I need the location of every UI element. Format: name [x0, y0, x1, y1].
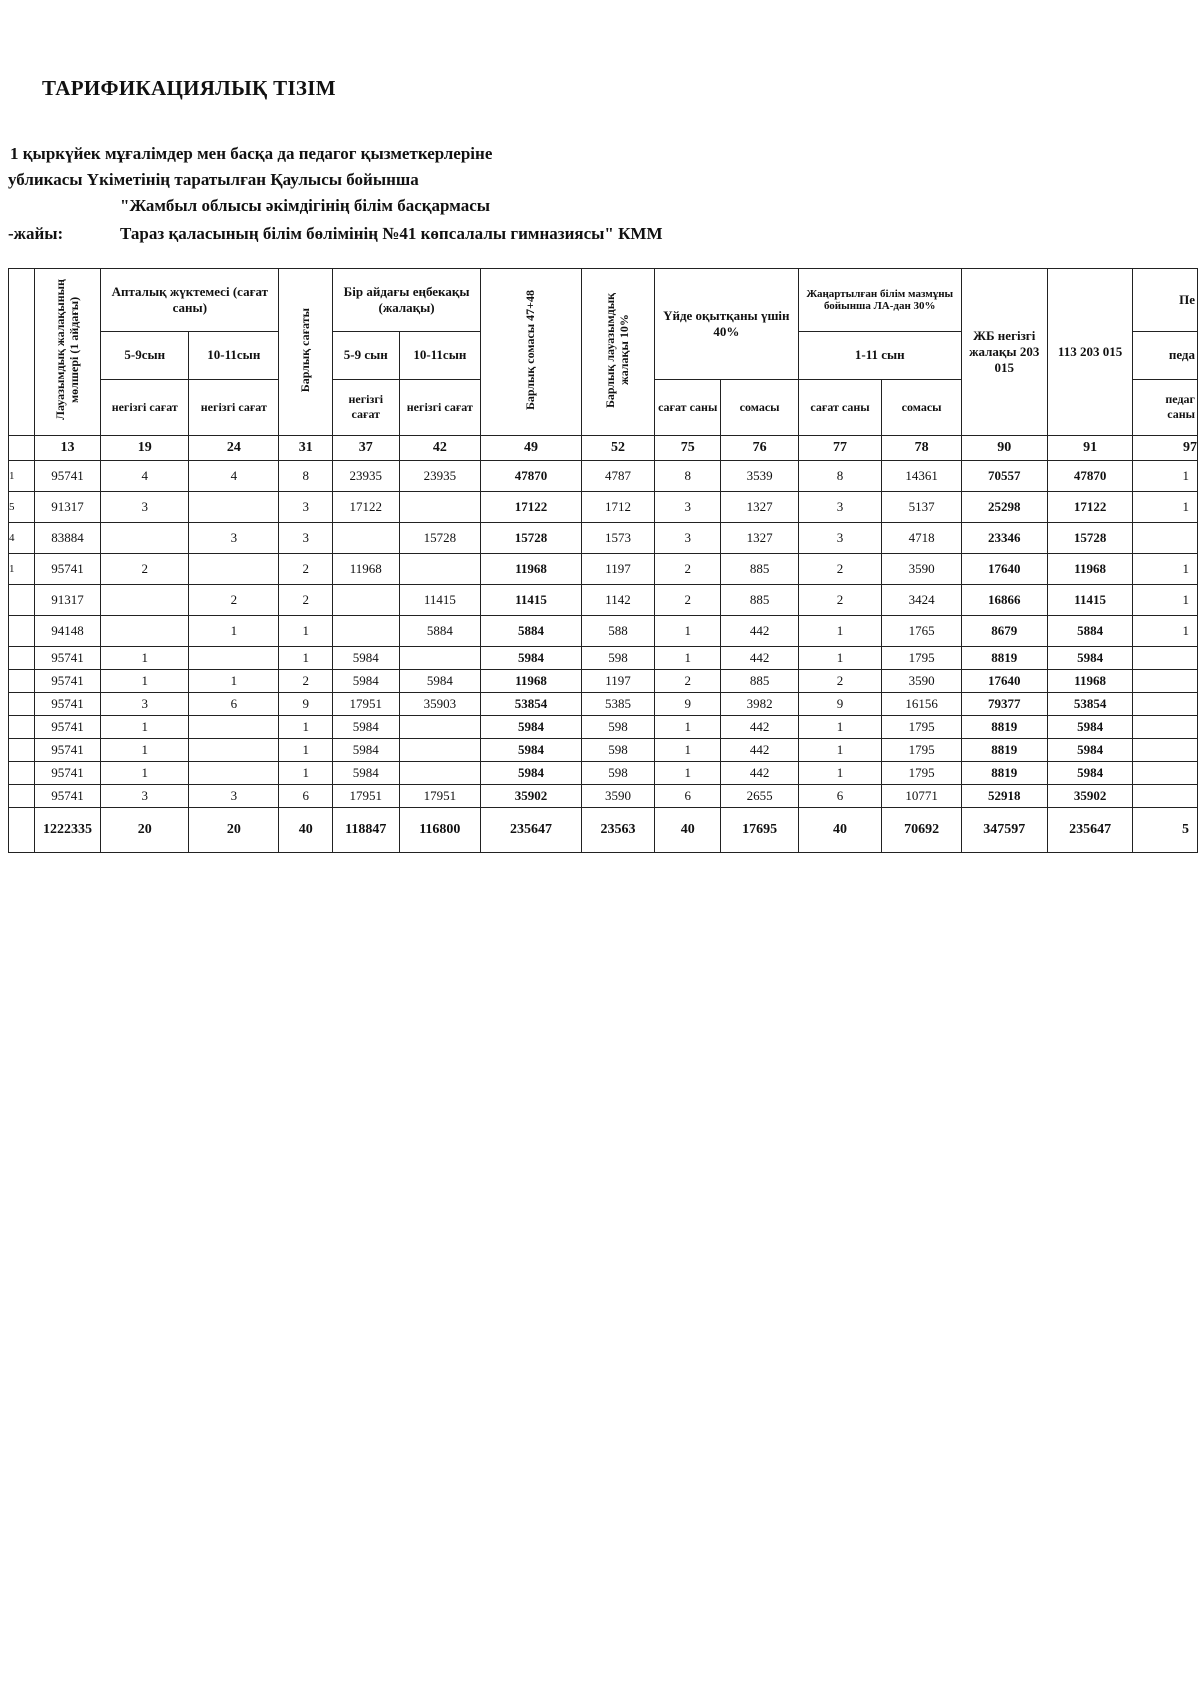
table-cell-24: 1	[189, 616, 279, 647]
table-cell-19	[101, 523, 189, 554]
table-cell-13: 91317	[34, 585, 101, 616]
base-hour-header-1: негізгі сағат	[101, 379, 189, 435]
table-cell-0	[9, 785, 35, 808]
table-cell-37: 5984	[333, 762, 400, 785]
table-cell-0	[9, 616, 35, 647]
table-row	[9, 670, 1198, 693]
table-cell-90: 8819	[961, 739, 1047, 762]
table-cell-75: 9	[654, 693, 721, 716]
table-cell-42: 17951	[399, 785, 481, 808]
table-cell-78: 4718	[882, 523, 961, 554]
ped-sub2-header: педаг саны	[1133, 379, 1198, 435]
column-number: 42	[399, 436, 481, 461]
table-cell-49: 5984	[481, 647, 582, 670]
table-cell-76: 442	[721, 616, 798, 647]
table-cell-91: 11415	[1047, 585, 1133, 616]
table-cell-78: 1795	[882, 762, 961, 785]
table-cell-77: 2	[798, 670, 882, 693]
table-cell-19: 2	[101, 554, 189, 585]
table-cell-77: 1	[798, 616, 882, 647]
table-cell-13: 95741	[34, 461, 101, 492]
table-cell-97	[1133, 716, 1198, 739]
table-cell-78: 1795	[882, 647, 961, 670]
address-label: -жайы:	[8, 224, 64, 243]
table-cell-42	[399, 647, 481, 670]
grade-5-9-header: 5-9сын	[101, 331, 189, 379]
total-hours-header: Барлық сағаты	[279, 269, 333, 436]
table-cell-13: 95741	[34, 693, 101, 716]
document-title: ТАРИФИКАЦИЯЛЫҚ ТІЗІМ	[42, 76, 336, 100]
grade-10-11-header: 10-11сын	[189, 331, 279, 379]
table-cell-0: 4	[9, 523, 35, 554]
table-cell-97: 1	[1133, 554, 1198, 585]
ped-sub-header: педа	[1133, 331, 1198, 379]
table-cell-49: 35902	[481, 785, 582, 808]
table-cell-52: 4787	[581, 461, 654, 492]
table-cell-52: 1197	[581, 554, 654, 585]
table-cell-31: 3	[279, 492, 333, 523]
total-cell: 347597	[961, 808, 1047, 853]
table-cell-52: 1573	[581, 523, 654, 554]
table-cell-31: 2	[279, 554, 333, 585]
table-cell-77: 1	[798, 739, 882, 762]
table-cell-19: 1	[101, 739, 189, 762]
table-cell-52: 1142	[581, 585, 654, 616]
table-cell-76: 1327	[721, 523, 798, 554]
table-cell-78: 5137	[882, 492, 961, 523]
table-cell-37: 17122	[333, 492, 400, 523]
table-cell-91: 11968	[1047, 670, 1133, 693]
updated-content-header: Жаңартылған білім мазмұны бойынша ЛА-дан 30%	[798, 269, 961, 332]
table-cell-97	[1133, 647, 1198, 670]
table-cell-91: 5984	[1047, 739, 1133, 762]
column-number-row	[9, 436, 1198, 461]
jb-base-header: ЖБ негізгі жалақы 203 015	[961, 269, 1047, 436]
table-cell-91: 5884	[1047, 616, 1133, 647]
table-row	[9, 739, 1198, 762]
table-cell-75: 6	[654, 785, 721, 808]
hours-count-header-2: сағат саны	[798, 379, 882, 435]
home-teaching-header: Үйде оқытқаны үшін 40%	[654, 269, 798, 380]
column-number: 91	[1047, 436, 1133, 461]
table-cell-90: 25298	[961, 492, 1047, 523]
table-cell-90: 17640	[961, 554, 1047, 585]
table-cell-78: 3590	[882, 670, 961, 693]
table-cell-0	[9, 693, 35, 716]
table-cell-78: 1795	[882, 716, 961, 739]
table-cell-24: 3	[189, 785, 279, 808]
table-row	[9, 461, 1198, 492]
column-number: 77	[798, 436, 882, 461]
table-cell-31: 1	[279, 739, 333, 762]
table-cell-77: 3	[798, 523, 882, 554]
table-cell-97	[1133, 762, 1198, 785]
table-row	[9, 716, 1198, 739]
total-cell	[9, 808, 35, 853]
table-cell-97: 1	[1133, 585, 1198, 616]
table-row	[9, 492, 1198, 523]
table-cell-75: 1	[654, 739, 721, 762]
table-cell-19: 3	[101, 693, 189, 716]
table-cell-13: 95741	[34, 647, 101, 670]
table-cell-52: 598	[581, 762, 654, 785]
table-cell-90: 17640	[961, 670, 1047, 693]
table-cell-52: 598	[581, 739, 654, 762]
column-number: 52	[581, 436, 654, 461]
table-cell-91: 5984	[1047, 762, 1133, 785]
table-cell-97: 1	[1133, 616, 1198, 647]
table-row	[9, 647, 1198, 670]
table-cell-19	[101, 616, 189, 647]
table-cell-52: 588	[581, 616, 654, 647]
total-cell: 235647	[481, 808, 582, 853]
total-cell: 40	[798, 808, 882, 853]
table-cell-77: 1	[798, 716, 882, 739]
table-cell-76: 885	[721, 554, 798, 585]
table-cell-13: 95741	[34, 554, 101, 585]
table-cell-24	[189, 762, 279, 785]
hours-count-header-1: сағат саны	[654, 379, 721, 435]
table-cell-49: 5984	[481, 762, 582, 785]
table-cell-19: 1	[101, 716, 189, 739]
grade-1-11-header: 1-11 сын	[798, 331, 961, 379]
table-cell-97	[1133, 523, 1198, 554]
table-cell-31: 1	[279, 716, 333, 739]
table-cell-78: 16156	[882, 693, 961, 716]
table-cell-75: 1	[654, 716, 721, 739]
table-cell-78: 3590	[882, 554, 961, 585]
table-cell-90: 8819	[961, 762, 1047, 785]
table-cell-37: 11968	[333, 554, 400, 585]
total-cell: 40	[654, 808, 721, 853]
table-cell-37: 5984	[333, 716, 400, 739]
total-cell: 20	[189, 808, 279, 853]
table-cell-49: 11415	[481, 585, 582, 616]
table-cell-24	[189, 716, 279, 739]
column-number: 37	[333, 436, 400, 461]
table-cell-75: 8	[654, 461, 721, 492]
table-row	[9, 554, 1198, 585]
column-number: 78	[882, 436, 961, 461]
total-cell: 20	[101, 808, 189, 853]
address-value: Тараз қаласының білім бөлімінің №41 көпсалалы гимназиясы" КММ	[120, 224, 663, 243]
table-cell-42	[399, 762, 481, 785]
total-cell: 40	[279, 808, 333, 853]
table-cell-90: 52918	[961, 785, 1047, 808]
table-cell-19: 1	[101, 762, 189, 785]
table-cell-90: 16866	[961, 585, 1047, 616]
column-number: 49	[481, 436, 582, 461]
table-cell-91: 35902	[1047, 785, 1133, 808]
table-cell-37: 5984	[333, 647, 400, 670]
table-cell-52: 598	[581, 716, 654, 739]
table-cell-49: 11968	[481, 670, 582, 693]
base-hour-header-2: негізгі сағат	[189, 379, 279, 435]
table-cell-75: 3	[654, 492, 721, 523]
table-cell-37: 5984	[333, 670, 400, 693]
table-cell-49: 47870	[481, 461, 582, 492]
table-cell-31: 8	[279, 461, 333, 492]
table-cell-77: 2	[798, 585, 882, 616]
table-cell-31: 2	[279, 670, 333, 693]
table-cell-76: 442	[721, 739, 798, 762]
table-cell-76: 442	[721, 716, 798, 739]
table-cell-0	[9, 716, 35, 739]
table-cell-37: 23935	[333, 461, 400, 492]
grade-5-9-pay-header: 5-9 сын	[333, 331, 400, 379]
table-cell-97	[1133, 693, 1198, 716]
table-cell-31: 1	[279, 616, 333, 647]
table-cell-97: 1	[1133, 492, 1198, 523]
table-cell-31: 9	[279, 693, 333, 716]
table-body	[9, 461, 1198, 808]
table-cell-42: 5984	[399, 670, 481, 693]
table-cell-76: 885	[721, 585, 798, 616]
table-cell-91: 5984	[1047, 716, 1133, 739]
column-number: 13	[34, 436, 101, 461]
amount-header-1: сомасы	[721, 379, 798, 435]
table-cell-90: 8819	[961, 647, 1047, 670]
table-cell-37	[333, 523, 400, 554]
table-cell-24: 3	[189, 523, 279, 554]
table-cell-24: 6	[189, 693, 279, 716]
salary-header: Лауазымдық жалақының мөлшері (1 айдағы)	[34, 269, 101, 436]
table-cell-78: 1795	[882, 739, 961, 762]
grade-10-11-pay-header: 10-11сын	[399, 331, 481, 379]
table-cell-76: 3539	[721, 461, 798, 492]
table-cell-75: 1	[654, 616, 721, 647]
table-cell-13: 95741	[34, 716, 101, 739]
total-cell: 235647	[1047, 808, 1133, 853]
table-cell-37	[333, 585, 400, 616]
table-cell-42	[399, 554, 481, 585]
table-cell-97	[1133, 670, 1198, 693]
table-cell-78: 10771	[882, 785, 961, 808]
code-113-header: 113 203 015	[1047, 269, 1133, 436]
table-cell-0: 1	[9, 554, 35, 585]
table-cell-31: 3	[279, 523, 333, 554]
table-cell-0: 1	[9, 461, 35, 492]
table-cell-31: 6	[279, 785, 333, 808]
table-cell-76: 885	[721, 670, 798, 693]
table-cell-19: 3	[101, 785, 189, 808]
table-cell-91: 17122	[1047, 492, 1133, 523]
total-cell: 118847	[333, 808, 400, 853]
table-cell-49: 5984	[481, 716, 582, 739]
table-cell-0	[9, 585, 35, 616]
table-cell-77: 2	[798, 554, 882, 585]
table-cell-76: 1327	[721, 492, 798, 523]
table-cell-75: 1	[654, 647, 721, 670]
table-cell-97	[1133, 785, 1198, 808]
table-cell-75: 3	[654, 523, 721, 554]
table-cell-24: 2	[189, 585, 279, 616]
table-row	[9, 523, 1198, 554]
position-10-header: Барлық лауазымдық жалақы 10%	[581, 269, 654, 436]
column-number: 76	[721, 436, 798, 461]
table-cell-24	[189, 492, 279, 523]
column-number: 19	[101, 436, 189, 461]
table-cell-19: 4	[101, 461, 189, 492]
table-cell-31: 2	[279, 585, 333, 616]
column-number: 31	[279, 436, 333, 461]
table-cell-13: 83884	[34, 523, 101, 554]
table-cell-49: 5984	[481, 739, 582, 762]
table-cell-19: 1	[101, 670, 189, 693]
table-cell-76: 3982	[721, 693, 798, 716]
table-cell-37: 17951	[333, 785, 400, 808]
table-cell-52: 1197	[581, 670, 654, 693]
table-cell-76: 442	[721, 762, 798, 785]
table-cell-77: 8	[798, 461, 882, 492]
column-number: 97	[1133, 436, 1198, 461]
table-cell-13: 91317	[34, 492, 101, 523]
table-row	[9, 693, 1198, 716]
table-cell-52: 598	[581, 647, 654, 670]
table-cell-75: 2	[654, 585, 721, 616]
table-cell-13: 95741	[34, 739, 101, 762]
table-cell-24	[189, 647, 279, 670]
table-cell-0	[9, 647, 35, 670]
table-cell-19: 1	[101, 647, 189, 670]
table-cell-49: 15728	[481, 523, 582, 554]
amount-header-2: сомасы	[882, 379, 961, 435]
tarification-table	[8, 268, 1198, 853]
total-cell: 70692	[882, 808, 961, 853]
weekly-load-header: Апталық жүктемесі (сағат саны)	[101, 269, 279, 332]
table-cell-42	[399, 716, 481, 739]
table-cell-90: 70557	[961, 461, 1047, 492]
table-cell-49: 5884	[481, 616, 582, 647]
table-cell-90: 8679	[961, 616, 1047, 647]
row-index-header	[9, 269, 35, 436]
table-cell-24	[189, 739, 279, 762]
column-number: 75	[654, 436, 721, 461]
sum-total-header: Барлық сомасы 47+48	[481, 269, 582, 436]
table-cell-77: 1	[798, 647, 882, 670]
table-cell-78: 1765	[882, 616, 961, 647]
table-cell-91: 53854	[1047, 693, 1133, 716]
table-cell-37: 17951	[333, 693, 400, 716]
table-cell-13: 95741	[34, 785, 101, 808]
table-cell-19: 3	[101, 492, 189, 523]
table-cell-75: 2	[654, 554, 721, 585]
table-cell-42: 15728	[399, 523, 481, 554]
column-number: 90	[961, 436, 1047, 461]
totals-row	[9, 808, 1198, 853]
table-cell-77: 1	[798, 762, 882, 785]
table-cell-42: 5884	[399, 616, 481, 647]
address-line	[8, 224, 663, 244]
table-cell-75: 2	[654, 670, 721, 693]
table-cell-90: 8819	[961, 716, 1047, 739]
table-row	[9, 762, 1198, 785]
table-cell-91: 11968	[1047, 554, 1133, 585]
table-cell-24: 4	[189, 461, 279, 492]
table-cell-97: 1	[1133, 461, 1198, 492]
table-cell-31: 1	[279, 762, 333, 785]
table-cell-0: 5	[9, 492, 35, 523]
table-cell-0	[9, 762, 35, 785]
table-cell-97	[1133, 739, 1198, 762]
table-cell-19	[101, 585, 189, 616]
table-cell-13: 95741	[34, 670, 101, 693]
table-cell-91: 15728	[1047, 523, 1133, 554]
header-line-3: "Жамбыл облысы әкімдігінің білім басқармасы	[120, 196, 491, 215]
table-row	[9, 616, 1198, 647]
table-cell-49: 53854	[481, 693, 582, 716]
table-cell-77: 6	[798, 785, 882, 808]
table-cell-90: 79377	[961, 693, 1047, 716]
table-cell-31: 1	[279, 647, 333, 670]
ped-header: Пе	[1133, 269, 1198, 332]
table-cell-75: 1	[654, 762, 721, 785]
table-cell-90: 23346	[961, 523, 1047, 554]
table-cell-0	[9, 670, 35, 693]
header-line-1: 1 қыркүйек мұғалімдер мен басқа да педагог қызметкерлеріне	[10, 144, 493, 163]
table-cell-13: 94148	[34, 616, 101, 647]
table-cell-24: 1	[189, 670, 279, 693]
table-cell-0	[9, 739, 35, 762]
total-cell: 1222335	[34, 808, 101, 853]
table-cell-52: 5385	[581, 693, 654, 716]
header-line-2: убликасы Үкіметінің таратылған Қаулысы бойынша	[8, 170, 419, 189]
table-cell-13: 95741	[34, 762, 101, 785]
table-cell-42: 11415	[399, 585, 481, 616]
column-number: 24	[189, 436, 279, 461]
table-cell-77: 3	[798, 492, 882, 523]
total-cell: 116800	[399, 808, 481, 853]
table-cell-42	[399, 492, 481, 523]
table-cell-24	[189, 554, 279, 585]
table-cell-37	[333, 616, 400, 647]
table-cell-37: 5984	[333, 739, 400, 762]
table-row	[9, 585, 1198, 616]
table-cell-42	[399, 739, 481, 762]
table-cell-42: 23935	[399, 461, 481, 492]
table-cell-52: 1712	[581, 492, 654, 523]
table-cell-76: 442	[721, 647, 798, 670]
table-cell-91: 5984	[1047, 647, 1133, 670]
table-cell-91: 47870	[1047, 461, 1133, 492]
total-cell: 5	[1133, 808, 1198, 853]
monthly-pay-header: Бір айдағы еңбекақы (жалақы)	[333, 269, 481, 332]
base-hour-header-3: негізгі сағат	[333, 379, 400, 435]
column-number	[9, 436, 35, 461]
total-cell: 23563	[581, 808, 654, 853]
table-cell-42: 35903	[399, 693, 481, 716]
table-cell-52: 3590	[581, 785, 654, 808]
table-cell-49: 17122	[481, 492, 582, 523]
total-cell: 17695	[721, 808, 798, 853]
table-cell-78: 14361	[882, 461, 961, 492]
table-row	[9, 785, 1198, 808]
table-cell-77: 9	[798, 693, 882, 716]
tarification-table-wrap	[8, 268, 1197, 853]
base-hour-header-4: негізгі сағат	[399, 379, 481, 435]
table-cell-76: 2655	[721, 785, 798, 808]
table-cell-49: 11968	[481, 554, 582, 585]
table-cell-78: 3424	[882, 585, 961, 616]
